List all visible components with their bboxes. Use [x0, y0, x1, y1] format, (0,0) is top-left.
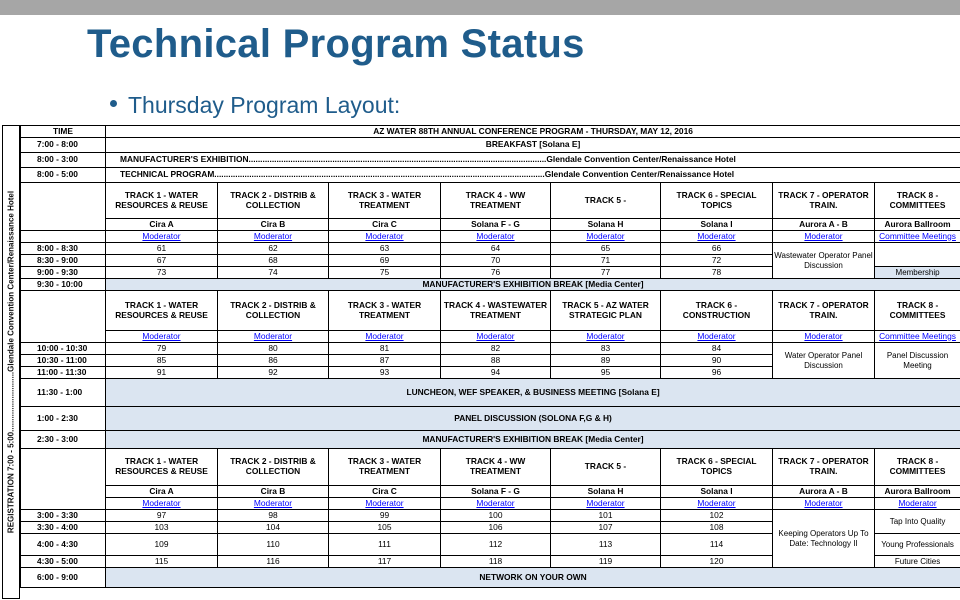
- schedule-grid: [20, 125, 960, 588]
- session-number: 95: [551, 367, 661, 379]
- room-cell: Cira B: [218, 219, 329, 231]
- session-number: 114: [661, 534, 773, 556]
- track8-empty: [875, 243, 960, 267]
- track-header: TRACK 8 - COMMITTEES: [875, 183, 960, 219]
- track-header: TRACK 4 - WASTEWATER TREATMENT: [441, 291, 551, 331]
- track8-session: Panel Discussion Meeting: [875, 343, 960, 379]
- session-number: 67: [106, 255, 218, 267]
- slide-subtitle: [128, 92, 400, 119]
- session-number: 112: [441, 534, 551, 556]
- time-cell-empty: [21, 183, 106, 231]
- top-bar: [0, 0, 960, 15]
- session-number: 105: [329, 522, 441, 534]
- room-cell: Cira B: [218, 486, 329, 498]
- registration-label: REGISTRATION 7:00 - 5:00...........................Glendale Convention Center/Renaissance Hotel: [6, 190, 16, 534]
- time-cell: 10:30 - 11:00: [21, 355, 106, 367]
- session-number: 66: [661, 243, 773, 255]
- track-header: TRACK 5 -: [551, 449, 661, 486]
- exhibition-banner: MANUFACTURER'S EXHIBITION................................................................................................................................Glendale Convention Center/Renaissance Hotel: [106, 153, 960, 168]
- time-cell: 9:30 - 10:00: [21, 279, 106, 291]
- session-number: 116: [218, 556, 329, 568]
- session-number: 81: [329, 343, 441, 355]
- time-cell: 4:00 - 4:30: [21, 534, 106, 556]
- session-number: 108: [661, 522, 773, 534]
- session-number: 96: [661, 367, 773, 379]
- time-cell: 11:00 - 11:30: [21, 367, 106, 379]
- session-number: 65: [551, 243, 661, 255]
- session-number: 82: [441, 343, 551, 355]
- room-cell: Aurora A - B: [773, 219, 875, 231]
- room-cell: Solana H: [551, 486, 661, 498]
- session-number: 99: [329, 510, 441, 522]
- moderator-cell: Moderator: [551, 498, 661, 510]
- time-cell: 8:00 - 3:00: [21, 153, 106, 168]
- session-number: 63: [329, 243, 441, 255]
- session-number: 93: [329, 367, 441, 379]
- track-header: TRACK 4 - WW TREATMENT: [441, 449, 551, 486]
- track-header: TRACK 8 - COMMITTEES: [875, 291, 960, 331]
- track8-session: Tap Into Quality: [875, 510, 960, 534]
- track-header: TRACK 7 - OPERATOR TRAIN.: [773, 291, 875, 331]
- session-number: 120: [661, 556, 773, 568]
- track-header: TRACK 3 - WATER TREATMENT: [329, 183, 441, 219]
- session-number: 78: [661, 267, 773, 279]
- moderator-cell: Moderator: [441, 331, 551, 343]
- track-header: TRACK 1 - WATER RESOURCES & REUSE: [106, 449, 218, 486]
- session-number: 110: [218, 534, 329, 556]
- session-number: 84: [661, 343, 773, 355]
- moderator-cell: Moderator: [106, 331, 218, 343]
- moderator-cell: Moderator: [551, 231, 661, 243]
- moderator-cell: Moderator: [551, 331, 661, 343]
- session-number: 111: [329, 534, 441, 556]
- room-cell: Cira A: [106, 486, 218, 498]
- session-number: 92: [218, 367, 329, 379]
- registration-sidebar: [2, 125, 20, 599]
- session-number: 88: [441, 355, 551, 367]
- track7-session: Water Operator Panel Discussion: [773, 343, 875, 379]
- session-number: 62: [218, 243, 329, 255]
- time-cell: 2:30 - 3:00: [21, 431, 106, 449]
- time-cell-empty: [21, 291, 106, 343]
- session-number: 91: [106, 367, 218, 379]
- schedule-table-image: [0, 123, 960, 600]
- session-number: 113: [551, 534, 661, 556]
- network-banner: NETWORK ON YOUR OWN: [106, 568, 960, 588]
- moderator-cell: Moderator: [773, 498, 875, 510]
- session-number: 71: [551, 255, 661, 267]
- time-cell-empty: [21, 449, 106, 510]
- session-number: 74: [218, 267, 329, 279]
- room-cell: Aurora Ballroom: [875, 219, 960, 231]
- time-cell: 8:00 - 8:30: [21, 243, 106, 255]
- session-number: 70: [441, 255, 551, 267]
- moderator-cell: Moderator: [106, 231, 218, 243]
- moderator-cell: Moderator: [329, 498, 441, 510]
- room-cell: Cira A: [106, 219, 218, 231]
- session-number: 86: [218, 355, 329, 367]
- break-banner: MANUFACTURER'S EXHIBITION BREAK [Media Center]: [106, 279, 960, 291]
- time-header: TIME: [21, 126, 106, 138]
- time-cell-empty: [21, 231, 106, 243]
- session-number: 109: [106, 534, 218, 556]
- moderator-cell: Committee Meetings: [875, 231, 960, 243]
- moderator-cell: Moderator: [441, 498, 551, 510]
- luncheon-banner: LUNCHEON, WEF SPEAKER, & BUSINESS MEETING [Solana E]: [106, 379, 960, 407]
- track-header: TRACK 2 - DISTRIB & COLLECTION: [218, 449, 329, 486]
- room-cell: Solana I: [661, 486, 773, 498]
- session-number: 104: [218, 522, 329, 534]
- conference-title: AZ WATER 88TH ANNUAL CONFERENCE PROGRAM - THURSDAY, MAY 12, 2016: [106, 126, 960, 138]
- moderator-cell: Moderator: [661, 498, 773, 510]
- time-cell: 1:00 - 2:30: [21, 407, 106, 431]
- time-cell: 6:00 - 9:00: [21, 568, 106, 588]
- session-number: 68: [218, 255, 329, 267]
- track-header: TRACK 6 - SPECIAL TOPICS: [661, 183, 773, 219]
- track7-session: Wastewater Operator Panel Discussion: [773, 243, 875, 279]
- session-number: 90: [661, 355, 773, 367]
- time-cell: 3:00 - 3:30: [21, 510, 106, 522]
- track-header: TRACK 3 - WATER TREATMENT: [329, 291, 441, 331]
- time-cell: 8:00 - 5:00: [21, 168, 106, 183]
- session-number: 89: [551, 355, 661, 367]
- room-cell: Aurora A - B: [773, 486, 875, 498]
- session-number: 103: [106, 522, 218, 534]
- room-cell: Solana H: [551, 219, 661, 231]
- session-number: 107: [551, 522, 661, 534]
- session-number: 83: [551, 343, 661, 355]
- moderator-cell: Committee Meetings: [875, 331, 960, 343]
- time-cell: 4:30 - 5:00: [21, 556, 106, 568]
- track-header: TRACK 5 - AZ WATER STRATEGIC PLAN: [551, 291, 661, 331]
- session-number: 118: [441, 556, 551, 568]
- track-header: TRACK 5 -: [551, 183, 661, 219]
- track-header: TRACK 3 - WATER TREATMENT: [329, 449, 441, 486]
- moderator-cell: Moderator: [218, 231, 329, 243]
- room-cell: Solana F - G: [441, 219, 551, 231]
- track-header: TRACK 7 - OPERATOR TRAIN.: [773, 183, 875, 219]
- moderator-cell: Moderator: [218, 331, 329, 343]
- session-number: 97: [106, 510, 218, 522]
- track-header: TRACK 4 - WW TREATMENT: [441, 183, 551, 219]
- moderator-cell: Moderator: [773, 331, 875, 343]
- track8-session: Future Cities: [875, 556, 960, 568]
- breakfast-banner: BREAKFAST [Solana E]: [106, 138, 960, 153]
- moderator-cell: Moderator: [773, 231, 875, 243]
- session-number: 85: [106, 355, 218, 367]
- room-cell: Solana F - G: [441, 486, 551, 498]
- session-number: 101: [551, 510, 661, 522]
- time-cell: 7:00 - 8:00: [21, 138, 106, 153]
- room-cell: Solana I: [661, 219, 773, 231]
- track-header: TRACK 1 - WATER RESOURCES & REUSE: [106, 183, 218, 219]
- session-number: 80: [218, 343, 329, 355]
- session-number: 77: [551, 267, 661, 279]
- moderator-cell: Moderator: [441, 231, 551, 243]
- session-number: 106: [441, 522, 551, 534]
- track-header: TRACK 8 - COMMITTEES: [875, 449, 960, 486]
- track-header: TRACK 1 - WATER RESOURCES & REUSE: [106, 291, 218, 331]
- time-cell: 11:30 - 1:00: [21, 379, 106, 407]
- track8-session: Membership: [875, 267, 960, 279]
- moderator-cell: Moderator: [661, 331, 773, 343]
- room-cell: Cira C: [329, 486, 441, 498]
- session-number: 61: [106, 243, 218, 255]
- moderator-cell: Moderator: [661, 231, 773, 243]
- bullet-icon: [110, 100, 117, 107]
- session-number: 115: [106, 556, 218, 568]
- session-number: 87: [329, 355, 441, 367]
- time-cell: 9:00 - 9:30: [21, 267, 106, 279]
- session-number: 117: [329, 556, 441, 568]
- moderator-cell: Moderator: [329, 231, 441, 243]
- session-number: 98: [218, 510, 329, 522]
- track-header: TRACK 2 - DISTRIB & COLLECTION: [218, 183, 329, 219]
- moderator-cell: Moderator: [329, 331, 441, 343]
- technical-program-banner: TECHNICAL PROGRAM..............................................................................................................................................Glendale Convention Center/Renaissance Hotel: [106, 168, 960, 183]
- session-number: 102: [661, 510, 773, 522]
- track-header: TRACK 6 - SPECIAL TOPICS: [661, 449, 773, 486]
- panel-banner: PANEL DISCUSSION (SOLONA F,G & H): [106, 407, 960, 431]
- session-number: 69: [329, 255, 441, 267]
- session-number: 79: [106, 343, 218, 355]
- track8-session: Young Professionals: [875, 534, 960, 556]
- subtitle-text: Thursday Program Layout:: [128, 92, 401, 118]
- track7-session: Keeping Operators Up To Date: Technology II: [773, 510, 875, 568]
- slide-title: Technical Program Status: [87, 22, 585, 66]
- moderator-cell: Moderator: [106, 498, 218, 510]
- session-number: 94: [441, 367, 551, 379]
- session-number: 119: [551, 556, 661, 568]
- track-header: TRACK 7 - OPERATOR TRAIN.: [773, 449, 875, 486]
- break-banner: MANUFACTURER'S EXHIBITION BREAK [Media Center]: [106, 431, 960, 449]
- room-cell: Cira C: [329, 219, 441, 231]
- time-cell: 10:00 - 10:30: [21, 343, 106, 355]
- time-cell: 8:30 - 9:00: [21, 255, 106, 267]
- time-cell: 3:30 - 4:00: [21, 522, 106, 534]
- session-number: 73: [106, 267, 218, 279]
- room-cell: Aurora Ballroom: [875, 486, 960, 498]
- track-header: TRACK 2 - DISTRIB & COLLECTION: [218, 291, 329, 331]
- session-number: 76: [441, 267, 551, 279]
- session-number: 72: [661, 255, 773, 267]
- session-number: 64: [441, 243, 551, 255]
- session-number: 75: [329, 267, 441, 279]
- session-number: 100: [441, 510, 551, 522]
- track-header: TRACK 6 - CONSTRUCTION: [661, 291, 773, 331]
- moderator-cell: Moderator: [218, 498, 329, 510]
- moderator-cell: Moderator: [875, 498, 960, 510]
